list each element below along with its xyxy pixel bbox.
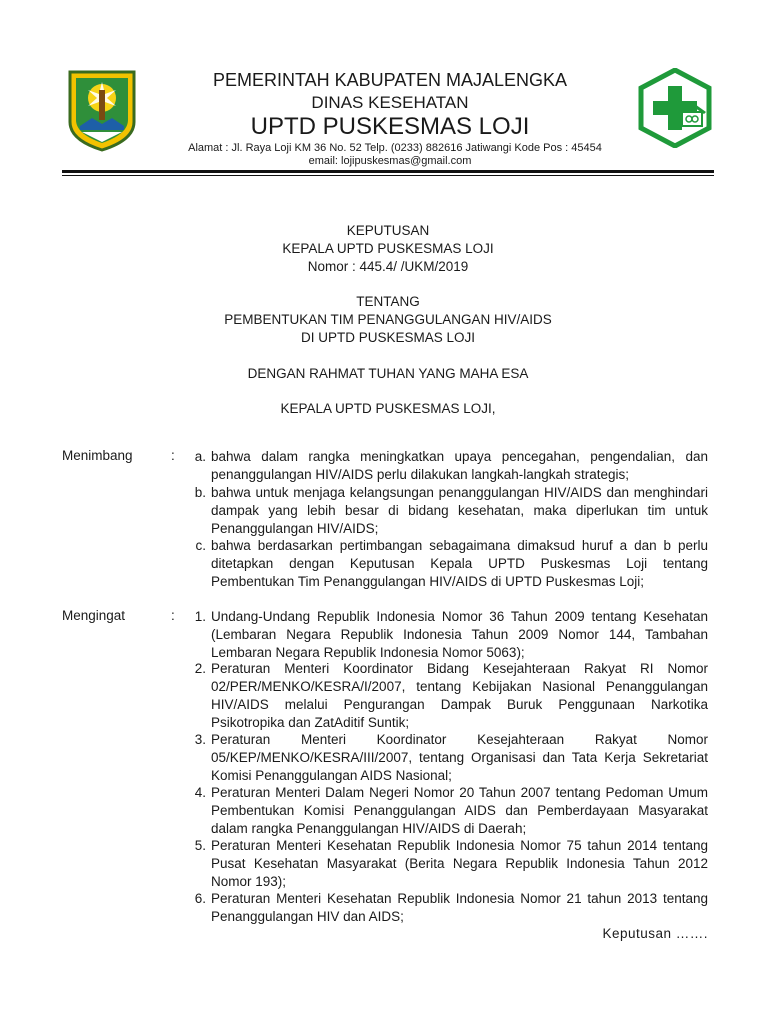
header-email: email: lojipuskesmas@gmail.com bbox=[308, 155, 472, 167]
item-text: bahwa untuk menjaga kelangsungan penanggulangan HIV/AIDS dan menghindari dampak yang lebih besar di bidang kesehatan, maka diperlukan tim untuk Penanggulangan HIV/AIDS; bbox=[211, 485, 708, 536]
item-text: Peraturan Menteri Kesehatan Republik Indonesia Nomor 21 tahun 2013 tentang Penanggulangan HIV dan AIDS; bbox=[211, 891, 708, 924]
doc-issuer-heading: KEPALA UPTD PUSKESMAS LOJI, bbox=[280, 401, 496, 416]
item-text: bahwa berdasarkan pertimbangan sebagaimana dimaksud huruf a dan b perlu ditetapkan dengan Keputusan Kepala UPTD Puskesmas Loji tentang Pembentukan Tim Penanggulangan HIV/AIDS di UPTD Puskesmas Loji; bbox=[211, 538, 708, 589]
item-marker: 6. bbox=[194, 891, 206, 906]
item-text: Peraturan Menteri Koordinator Kesejahteraan Rakyat Nomor 05/KEP/MENKO/KESRA/III/2007, tentang Organisasi dan Tata Kerja Sekretariat Komisi Penanggulangan AIDS Nasional; bbox=[211, 732, 708, 783]
header-department: DINAS KESEHATAN bbox=[311, 93, 469, 112]
header-institution: UPTD PUSKESMAS LOJI bbox=[250, 113, 530, 140]
doc-subject-line2: DI UPTD PUSKESMAS LOJI bbox=[300, 330, 476, 345]
next-page-catchword: Keputusan ……. bbox=[602, 926, 708, 941]
doc-issuer: KEPALA UPTD PUSKESMAS LOJI bbox=[282, 241, 494, 256]
item-marker: 2. bbox=[194, 661, 206, 676]
item-marker: 1. bbox=[194, 609, 206, 624]
doc-subject-line1: PEMBENTUKAN TIM PENANGGULANGAN HIV/AIDS bbox=[224, 312, 552, 327]
item-marker: 5. bbox=[194, 838, 206, 853]
item-text: Peraturan Menteri Kesehatan Republik Indonesia Nomor 75 tahun 2014 tentang Pusat Kesehatan Masyarakat (Berita Negara Republik Indonesia Tahun 2012 Nomor 193); bbox=[211, 838, 708, 889]
header-address: Alamat : Jl. Raya Loji KM 36 No. 52 Telp. (0233) 882616 Jatiwangi Kode Pos : 45454 bbox=[188, 142, 602, 154]
doc-invocation: DENGAN RAHMAT TUHAN YANG MAHA ESA bbox=[247, 366, 529, 381]
item-text: Peraturan Menteri Dalam Negeri Nomor 20 Tahun 2007 tentang Pedoman Umum Pembentukan Komisi Penanggulangan AIDS dan Pemberdayaan Masyarakat dalam rangka Penanggulangan HIV/AIDS di Daerah; bbox=[211, 785, 708, 836]
item-text: bahwa dalam rangka meningkatkan upaya pencegahan, pengendalian, dan penanggulangan HIV/AIDS perlu dilakukan langkah-langkah strategis; bbox=[211, 449, 708, 482]
item-marker: b. bbox=[194, 485, 206, 500]
letterhead-divider-thin bbox=[62, 175, 714, 176]
item-text: Peraturan Menteri Koordinator Bidang Kesejahteraan Rakyat RI Nomor 02/PER/MENKO/KESRA/I/2007, tentang Kebijakan Nasional Penanggulangan HIV/AIDS melalui Pengurangan Dampak Buruk Penggunaan Narkotika Psikotropika dan ZatAditif Suntik; bbox=[211, 661, 708, 730]
section-colon-menimbang: : bbox=[171, 448, 175, 463]
doc-type: KEPUTUSAN bbox=[346, 223, 430, 238]
doc-number: Nomor : 445.4/ /UKM/2019 bbox=[307, 259, 469, 274]
header-government: PEMERINTAH KABUPATEN MAJALENGKA bbox=[212, 70, 568, 90]
section-colon-mengingat: : bbox=[171, 608, 175, 623]
section-label-menimbang: Menimbang bbox=[62, 448, 133, 463]
letterhead-divider-thick bbox=[62, 170, 714, 173]
puskesmas-logo bbox=[638, 68, 712, 148]
majalengka-emblem-logo bbox=[66, 68, 138, 152]
item-marker: 3. bbox=[194, 732, 206, 747]
doc-tentang: TENTANG bbox=[356, 294, 420, 309]
item-marker: c. bbox=[195, 538, 206, 553]
item-marker: 4. bbox=[194, 785, 206, 800]
item-marker: a. bbox=[194, 449, 206, 464]
item-text: Undang-Undang Republik Indonesia Nomor 36 Tahun 2009 tentang Kesehatan (Lembaran Negara Republik Indonesia Tahun 2009 Nomor 144, Tambahan Lembaran Negara Republik Indonesia Nomor 5063); bbox=[211, 609, 708, 660]
section-label-mengingat: Mengingat bbox=[62, 608, 126, 623]
